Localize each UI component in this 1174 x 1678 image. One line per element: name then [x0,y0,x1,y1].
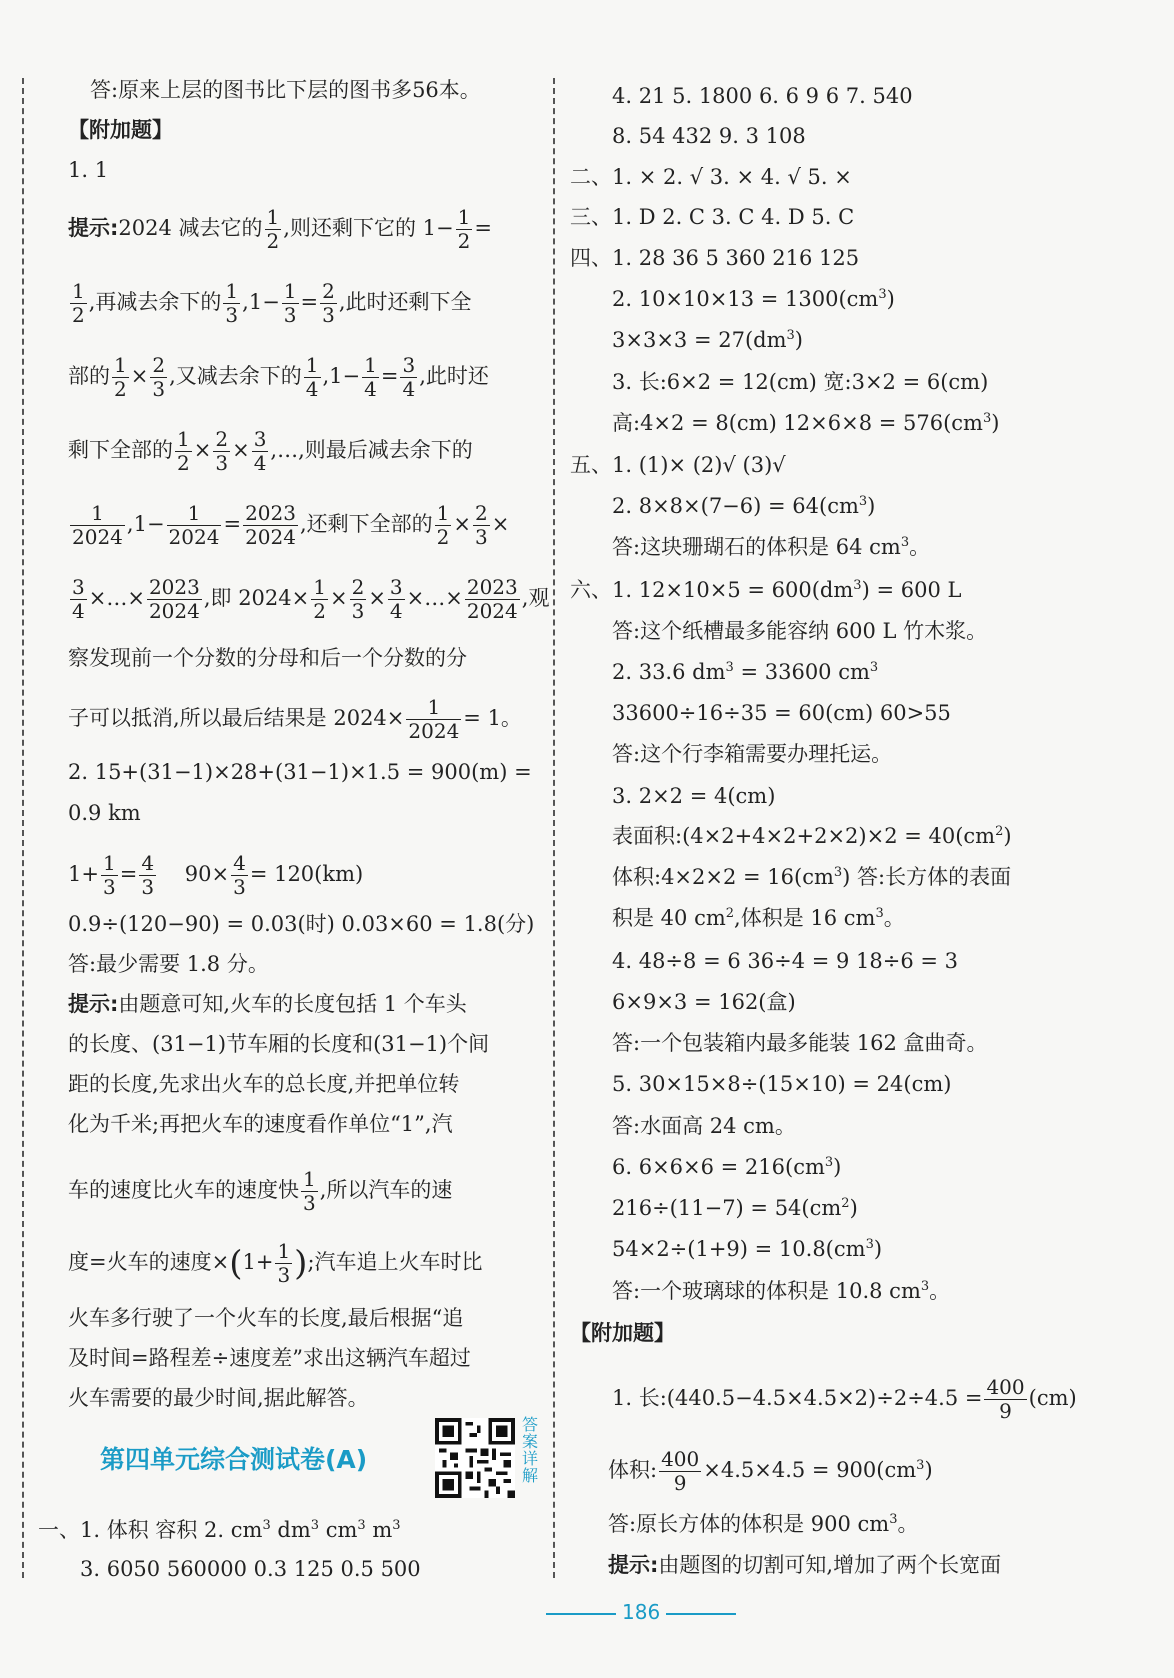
hint-line: $\frac{3}{4}$ ×…× $\frac{2023}{2024}$ ,即 2024× $\frac{1}{2}$ × $\frac{2}{3}$ × $\frac{3}{4}$ ×…× $\frac{2023}{2024}$ ,观 [72,575,550,623]
answer-line: 答:一个包装箱内最多能装 162 盒曲奇。 [612,1031,988,1055]
fraction: $\frac{1}{4}$ [364,353,377,401]
fraction: $\frac{2}{3}$ [322,279,335,327]
answer-line: 6. $6\times 6\times 6 = 216(cm^3)$ [612,1155,842,1179]
answer-line: 答:这块珊瑚石的体积是 64 $cm^3$。 [612,535,931,559]
fraction: $\frac{1}{2024}$ [72,501,123,549]
answer-line: $216\div(11-7) = 54(cm^2)$ [612,1196,858,1220]
fraction: $\frac{1}{2}$ [436,501,450,549]
answer-line: 答:原来上层的图书比下层的图书多56本。 [90,78,481,102]
answer-line: $3\times 3\times 3 = 27(dm^3)$ [612,328,803,352]
answer-line: 2. $10\times 10\times 13 = 1300(cm^3)$ [612,287,895,311]
hint-line: $\frac{1}{2}$ ,再减去余下的 $\frac{1}{3}$ ,1− $\frac{1}{3}$ = $\frac{2}{3}$ ,此时还剩下全 [72,279,472,327]
fraction: $\frac{1}{3}$ [283,279,297,327]
answer-line: 积是 40 $cm^2$,体积是 16 $cm^3$。 [612,906,905,930]
fraction: $\frac{3}{4}$ [72,575,85,623]
fraction: $\frac{1}{2}$ [266,205,280,253]
answer-line: 2. 33.6 $dm^3 = 33600$ $cm^3$ [612,660,879,684]
answer-line: 六、1. $12\times 10\times 5 = 600(dm^3) = 600$ L [570,578,962,602]
fraction: $\frac{2}{3}$ [152,353,166,401]
hint-line: 察发现前一个分数的分母和后一个分数的分 [68,646,467,670]
hint-line: 提示:由题图的切割可知,增加了两个长宽面 [608,1553,1002,1577]
bonus-heading: 【附加题】 [570,1321,675,1345]
answer-line: 33600÷16÷35 = 60(cm) 60>55 [612,701,951,725]
answer-line: 8. 54 432 9. 3 108 [612,124,806,148]
fraction: $\frac{2023}{2024}$ [245,501,296,549]
hint-line: 化为千米;再把火车的速度看作单位“1”,汽 [68,1112,453,1136]
hint-line: 火车多行驶了一个火车的长度,最后根据“追 [68,1306,464,1330]
fraction: $\frac{1}{2024}$ [168,501,220,549]
fraction: $\frac{4}{3}$ [233,851,246,899]
fraction: $\frac{2}{3}$ [215,427,229,475]
answer-line: 二、1. × 2. √ 3. × 4. √ 5. × [570,165,852,189]
fraction: $\frac{1}{4}$ [305,353,319,401]
fraction: $\frac{2023}{2024}$ [466,575,518,623]
fraction: $\frac{2023}{2024}$ [148,575,200,623]
answer-line: 答:这个行李箱需要办理托运。 [612,742,893,766]
fraction: $\frac{1}{3}$ [225,279,239,327]
answer-line: 5. 30×15×8÷(15×10) = 24(cm) [612,1072,952,1096]
answer-line: 答:一个玻璃球的体积是 10.8 $cm^3$。 [612,1279,951,1303]
fraction: $\frac{3}{4}$ [389,575,403,623]
column-divider [553,78,555,1578]
fraction: $\frac{1}{2024}$ [408,695,460,743]
bonus-heading: 【附加题】 [68,118,173,142]
answer-line: 体积: $\frac{400}{9}$ $\times 4.5\times 4.5 = 900(cm^3)$ [608,1447,933,1495]
hint-line: 部的 $\frac{1}{2}$ × $\frac{2}{3}$ ,又减去余下的 $\frac{1}{4}$ ,1− $\frac{1}{4}$ = $\frac{3}{4}$ ,此时还 [68,353,489,401]
answer-line: 4. 21 5. 1800 6. 6 9 6 7. 540 [612,84,913,108]
answer-line: 一、1. 体积 容积 2. $cm^3$ $dm^3$ $cm^3$ $m^3$ [38,1518,401,1542]
hint-line: 及时间=路程差÷速度差”求出这辆汽车超过 [68,1346,471,1370]
fraction: $\frac{2}{3}$ [475,501,488,549]
fraction: $\frac{1}{3}$ [303,1167,316,1215]
answer-line: 1. 长:(440.5−4.5×4.5×2)÷2÷4.5 = $\frac{400}{9}$ (cm) [612,1375,1077,1423]
answer-line: $54\times 2\div(1+9) = 10.8(cm^3)$ [612,1237,883,1261]
hint-line: 距的长度,先求出火车的总长度,并把单位转 [68,1072,460,1096]
hint-line: 子可以抵消,所以最后结果是 2024× $\frac{1}{2024}$ = 1。 [68,695,522,743]
answer-line: 五、1. (1)× (2)√ (3)√ [570,453,786,477]
page-number: 186 [540,1600,742,1624]
answer-line: 高:4×2 = 8(cm) $12\times 6\times 8 = 576(cm^3)$ [612,411,1000,435]
answer-line: 答:原长方体的体积是 900 $cm^3$。 [608,1512,919,1536]
fraction: $\frac{1}{3}$ [277,1239,291,1287]
fraction: $\frac{4}{3}$ [141,851,155,899]
fraction: $\frac{1}{2}$ [114,353,127,401]
answer-line: 4. 48÷8 = 6 36÷4 = 9 18÷6 = 3 [612,949,959,973]
fraction: $\frac{3}{4}$ [253,427,267,475]
answer-line: 1+ $\frac{1}{3}$ = $\frac{4}{3}$ 90× $\frac{4}{3}$ = 120(km) [68,851,364,899]
hint-line: 火车需要的最少时间,据此解答。 [68,1386,369,1410]
answer-line: 3. 长:6×2 = 12(cm) 宽:3×2 = 6(cm) [612,370,989,394]
fraction: $\frac{1}{2}$ [313,575,326,623]
fraction: $\frac{1}{2}$ [72,279,85,327]
fraction: $\frac{1}{2}$ [457,205,471,253]
answer-line: 1. 1 [68,158,109,182]
hint-line: 的长度、(31−1)节车厢的长度和(31−1)个间 [68,1032,490,1056]
fraction: $\frac{1}{2}$ [177,427,190,475]
answer-line: 答:这个纸槽最多能容纳 600 L 竹木浆。 [612,619,988,643]
hint-line: 剩下全部的 $\frac{1}{2}$ × $\frac{2}{3}$ × $\frac{3}{4}$ ,…,则最后减去余下的 [68,427,473,475]
answer-line: 0.9÷(120−90) = 0.03(时) 0.03×60 = 1.8(分) [68,912,535,936]
answer-line: 0.9 km [68,801,141,825]
fraction: $\frac{400}{9}$ [986,1375,1025,1423]
answer-line: 2. 15+(31−1)×28+(31−1)×1.5 = 900(m) = [68,760,532,784]
column-divider [22,78,24,1578]
answer-line: 四、1. 28 36 5 360 216 125 [570,246,860,270]
hint-line: 车的速度比火车的速度快 $\frac{1}{3}$ ,所以汽车的速 [68,1167,453,1215]
hint-line: 度=火车的速度×(1+ $\frac{1}{3}$ );汽车追上火车时比 [68,1239,483,1287]
hint-line: 提示:2024 减去它的 $\frac{1}{2}$ ,则还剩下它的 1− $\frac{1}{2}$ = [68,205,492,253]
answer-line: 6×9×3 = 162(盒) [612,990,796,1014]
fraction: $\frac{2}{3}$ [351,575,365,623]
fraction: $\frac{400}{9}$ [661,1447,700,1495]
qr-code-icon[interactable] [435,1418,515,1498]
fraction: $\frac{1}{3}$ [102,851,116,899]
answer-line: 答:水面高 24 cm。 [612,1114,796,1138]
hint-line: $\frac{1}{2024}$ ,1− $\frac{1}{2024}$ = $\frac{2023}{2024}$ ,还剩下全部的 $\frac{1}{2}$ × $\frac{2}{3}$ × [72,501,510,549]
answer-line: 体积:4×2×2 = $16(cm^3)$ 答:长方体的表面 [612,865,1012,889]
answer-line: 3. 6050 560000 0.3 125 0.5 500 [80,1557,421,1581]
answer-line: 3. 2×2 = 4(cm) [612,784,776,808]
answer-line: 三、1. D 2. C 3. C 4. D 5. C [570,205,855,229]
fraction: $\frac{3}{4}$ [402,353,416,401]
qr-label: 答案详解 [522,1415,539,1485]
hint-line: 提示:由题意可知,火车的长度包括 1 个车头 [68,992,467,1016]
section-title: 第四单元综合测试卷(A) [100,1445,368,1474]
answer-line: 2. $8\times 8\times(7-6) = 64(cm^3)$ [612,494,876,518]
answer-line: 表面积:(4×2+4×2+2×2)×2 = $40(cm^2)$ [612,824,1012,848]
answer-line: 答:最少需要 1.8 分。 [68,952,269,976]
